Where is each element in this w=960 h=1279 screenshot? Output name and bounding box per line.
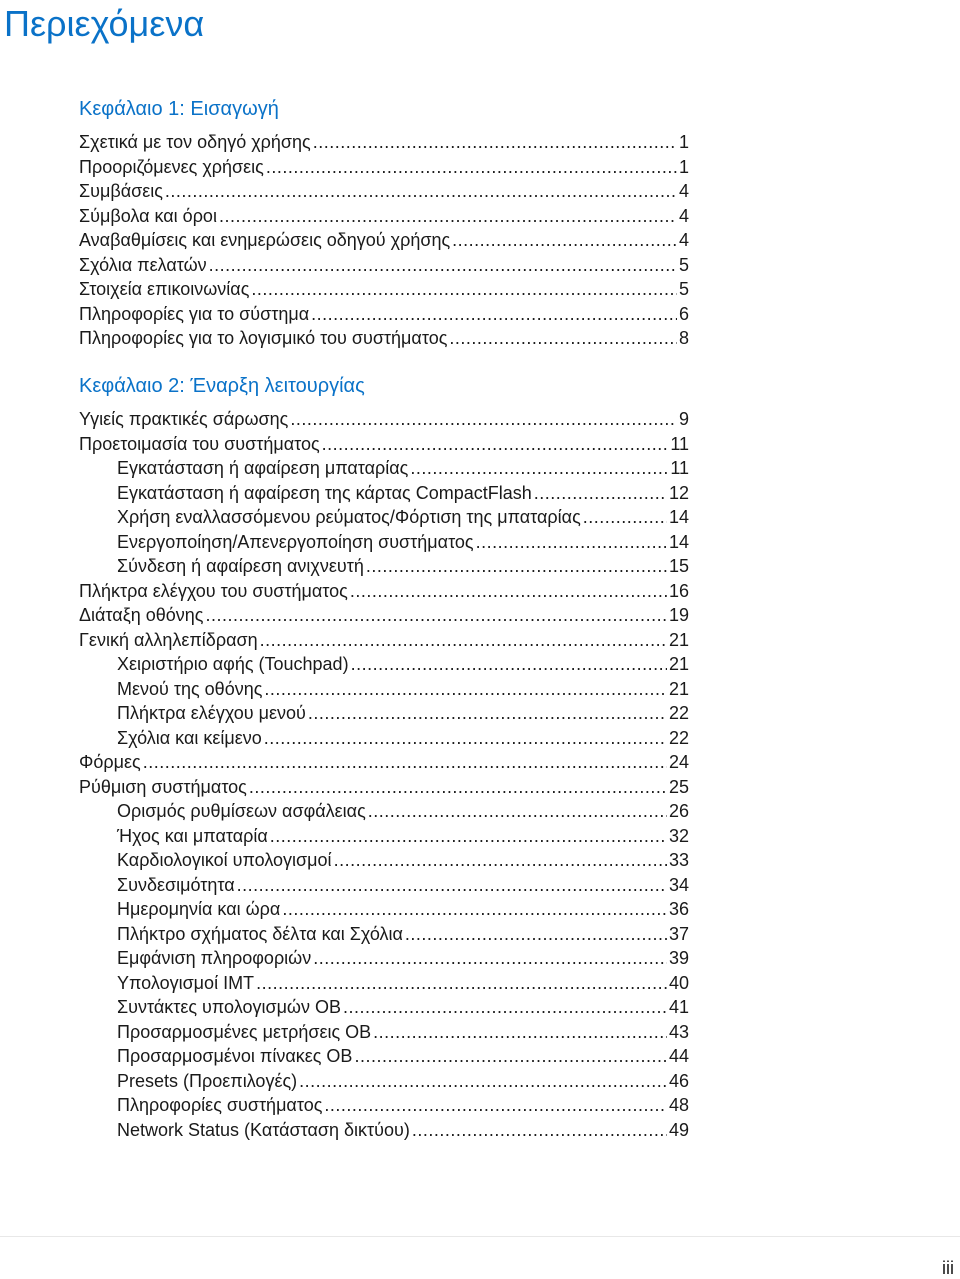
toc-entry[interactable] <box>79 431 689 455</box>
toc-entry-page: 40 <box>668 973 689 993</box>
toc-entry-label: Γενική αλληλεπίδραση <box>79 630 258 650</box>
toc-entry[interactable] <box>79 602 689 626</box>
dot-leader <box>583 506 667 528</box>
toc-entry-label: Πλήκτρο σχήματος δέλτα και Σχόλια <box>117 924 403 944</box>
toc-entry[interactable] <box>79 178 689 202</box>
toc-entry-page: 1 <box>678 157 689 177</box>
toc-entry-label: Μενού της οθόνης <box>117 679 263 699</box>
dot-leader <box>476 531 667 553</box>
dot-leader <box>368 800 667 822</box>
toc-entry-page: 34 <box>668 875 689 895</box>
toc-entry-page: 26 <box>668 801 689 821</box>
toc-entry-page: 12 <box>668 483 689 503</box>
toc-entry[interactable] <box>79 129 689 153</box>
toc-entry-page: 33 <box>668 850 689 870</box>
toc-entry-page: 32 <box>668 826 689 846</box>
toc-entry-label: Σύνδεση ή αφαίρεση ανιχνευτή <box>117 556 364 576</box>
toc-subentry[interactable] <box>117 872 689 896</box>
dot-leader <box>290 408 677 430</box>
toc-entry-page: 48 <box>668 1095 689 1115</box>
toc-entry[interactable] <box>79 774 689 798</box>
toc-entry-page: 37 <box>668 924 689 944</box>
dot-leader <box>260 629 667 651</box>
toc-entry-label: Σχόλια και κείμενο <box>117 728 262 748</box>
toc-entry-label: Ημερομηνία και ώρα <box>117 899 281 919</box>
toc-entry-label: Προετοιμασία του συστήματος <box>79 434 320 454</box>
toc-subentry[interactable] <box>117 455 689 479</box>
toc-subentry[interactable] <box>117 896 689 920</box>
toc-entry-page: 16 <box>668 581 689 601</box>
toc-entry-label: Προσαρμοσμένοι πίνακες OB <box>117 1046 353 1066</box>
toc-entry-label: Πληροφορίες για το λογισμικό του συστήματος <box>79 328 448 348</box>
toc-entry[interactable] <box>79 749 689 773</box>
toc-entry-page: 9 <box>678 409 689 429</box>
dot-leader <box>143 751 667 773</box>
toc-entry-label: Φόρμες <box>79 752 141 772</box>
dot-leader <box>249 776 667 798</box>
dot-leader <box>405 923 667 945</box>
toc-subentry[interactable] <box>117 823 689 847</box>
toc-subentry[interactable] <box>117 1043 689 1067</box>
dot-leader <box>299 1070 667 1092</box>
toc-entry[interactable] <box>79 627 689 651</box>
toc-subentry[interactable] <box>117 676 689 700</box>
toc-entry-label: Ρύθμιση συστήματος <box>79 777 247 797</box>
dot-leader <box>324 1094 667 1116</box>
toc-entry-page: 11 <box>670 458 689 478</box>
toc-entry-page: 25 <box>668 777 689 797</box>
toc-entry-label: Καρδιολογικοί υπολογισμοί <box>117 850 332 870</box>
toc-entry-label: Προοριζόμενες χρήσεις <box>79 157 264 177</box>
chapter-2-heading[interactable]: Κεφάλαιο 2: Έναρξη λειτουργίας <box>79 375 365 397</box>
footer-divider <box>0 1236 960 1237</box>
toc-entry-page: 14 <box>668 532 689 552</box>
dot-leader <box>266 156 677 178</box>
toc-entry-page: 22 <box>668 728 689 748</box>
toc-entry-label: Εμφάνιση πληροφοριών <box>117 948 312 968</box>
toc-subentry[interactable] <box>117 651 689 675</box>
toc-entry-label: Πλήκτρα ελέγχου μενού <box>117 703 306 723</box>
dot-leader <box>343 996 667 1018</box>
dot-leader <box>373 1021 667 1043</box>
dot-leader <box>313 947 667 969</box>
toc-subentry[interactable] <box>117 921 689 945</box>
toc-entry-page: 36 <box>668 899 689 919</box>
toc-entry-page: 1 <box>678 132 689 152</box>
toc-entry-label: Διάταξη οθόνης <box>79 605 204 625</box>
toc-entry-page: 44 <box>668 1046 689 1066</box>
dot-leader <box>165 180 677 202</box>
toc-entry-page: 19 <box>668 605 689 625</box>
dot-leader <box>350 580 667 602</box>
toc-entry[interactable] <box>79 252 689 276</box>
toc-entry-page: 5 <box>678 255 689 275</box>
toc-entry[interactable] <box>79 154 689 178</box>
toc-subentry[interactable] <box>117 553 689 577</box>
toc-entry[interactable] <box>79 276 689 300</box>
toc-entry-page: 11 <box>670 434 689 454</box>
toc-entry-page: 5 <box>678 279 689 299</box>
toc-entry-label: Υγιείς πρακτικές σάρωσης <box>79 409 289 429</box>
dot-leader <box>366 555 667 577</box>
toc-subentry[interactable] <box>117 504 689 528</box>
toc-entry-label: Πληροφορίες συστήματος <box>117 1095 323 1115</box>
page-title: Περιεχόμενα <box>4 3 205 44</box>
toc-entry-label: Συνδεσιμότητα <box>117 875 235 895</box>
toc-entry-label: Πλήκτρα ελέγχου του συστήματος <box>79 581 348 601</box>
toc-entry-page: 8 <box>678 328 689 348</box>
dot-leader <box>270 825 667 847</box>
dot-leader <box>534 482 667 504</box>
toc-subentry[interactable] <box>117 994 689 1018</box>
toc-entry-label: Υπολογισμοί IMT <box>117 973 255 993</box>
toc-subentry[interactable] <box>117 725 689 749</box>
toc-entry-page: 21 <box>668 654 689 674</box>
dot-leader <box>219 205 677 227</box>
toc-entry-page: 46 <box>668 1071 689 1091</box>
toc-entry-label: Χειριστήριο αφής (Touchpad) <box>117 654 349 674</box>
toc-entry-page: 21 <box>668 630 689 650</box>
toc-entry[interactable] <box>79 301 689 325</box>
toc-entry-page: 4 <box>678 181 689 201</box>
toc-entry-label: Συμβάσεις <box>79 181 163 201</box>
toc-entry-label: Αναβαθμίσεις και ενημερώσεις οδηγού χρήσης <box>79 230 451 250</box>
toc-entry-page: 43 <box>668 1022 689 1042</box>
dot-leader <box>251 278 677 300</box>
toc-entry-page: 4 <box>678 206 689 226</box>
dot-leader <box>412 1119 667 1141</box>
toc-entry-page: 21 <box>668 679 689 699</box>
toc-subentry[interactable] <box>117 529 689 553</box>
toc-entry-page: 15 <box>668 556 689 576</box>
dot-leader <box>322 433 669 455</box>
dot-leader <box>449 327 677 349</box>
toc-entry[interactable] <box>79 325 689 349</box>
dot-leader <box>264 678 667 700</box>
dot-leader <box>209 254 677 276</box>
toc-subentry[interactable] <box>117 798 689 822</box>
dot-leader <box>264 727 667 749</box>
toc-entry-page: 24 <box>668 752 689 772</box>
toc-subentry[interactable] <box>117 1092 689 1116</box>
toc-entry-label: Χρήση εναλλασσόμενου ρεύματος/Φόρτιση της μπαταρίας <box>117 507 581 527</box>
dot-leader <box>313 131 677 153</box>
dot-leader <box>205 604 666 626</box>
toc-entry-label: Σχόλια πελατών <box>79 255 207 275</box>
toc-subentry[interactable] <box>117 700 689 724</box>
toc-entry-page: 4 <box>678 230 689 250</box>
dot-leader <box>282 898 667 920</box>
toc-entry[interactable] <box>79 406 689 430</box>
toc-entry-label: Προσαρμοσμένες μετρήσεις OB <box>117 1022 372 1042</box>
toc-subentry[interactable] <box>117 480 689 504</box>
toc-entry-page: 41 <box>668 997 689 1017</box>
dot-leader <box>410 457 668 479</box>
toc-entry-label: Στοιχεία επικοινωνίας <box>79 279 250 299</box>
toc-subentry[interactable] <box>117 1117 689 1141</box>
toc-entry-label: Ήχος και μπαταρία <box>117 826 268 846</box>
toc-entry-page: 14 <box>668 507 689 527</box>
toc-entry-label: Presets (Προεπιλογές) <box>117 1071 298 1091</box>
page-number: iii <box>942 1258 954 1278</box>
toc-entry-label: Σύμβολα και όροι <box>79 206 217 226</box>
toc-entry-label: Εγκατάσταση ή αφαίρεση της κάρτας CompactFlash <box>117 483 532 503</box>
toc-subentry[interactable] <box>117 945 689 969</box>
toc-entry-page: 6 <box>678 304 689 324</box>
dot-leader <box>354 1045 667 1067</box>
dot-leader <box>237 874 667 896</box>
toc-entry-label: Network Status (Κατάσταση δικτύου) <box>117 1120 410 1140</box>
toc-entry-page: 22 <box>668 703 689 723</box>
toc-entry-label: Ενεργοποίηση/Απενεργοποίηση συστήματος <box>117 532 474 552</box>
toc-entry[interactable] <box>79 203 689 227</box>
dot-leader <box>311 303 677 325</box>
dot-leader <box>334 849 667 871</box>
toc-entry[interactable] <box>79 578 689 602</box>
toc-entry-label: Ορισμός ρυθμίσεων ασφάλειας <box>117 801 366 821</box>
toc-entry-label: Πληροφορίες για το σύστημα <box>79 304 310 324</box>
toc-entry-label: Σχετικά με τον οδηγό χρήσης <box>79 132 311 152</box>
toc-subentry[interactable] <box>117 970 689 994</box>
dot-leader <box>452 229 677 251</box>
dot-leader <box>256 972 667 994</box>
toc-entry-page: 39 <box>668 948 689 968</box>
toc-subentry[interactable] <box>117 1068 689 1092</box>
chapter-1-heading[interactable]: Κεφάλαιο 1: Εισαγωγή <box>79 98 279 120</box>
toc-entry-page: 49 <box>668 1120 689 1140</box>
toc-subentry[interactable] <box>117 1019 689 1043</box>
toc-entry-label: Εγκατάσταση ή αφαίρεση μπαταρίας <box>117 458 409 478</box>
toc-entry[interactable] <box>79 227 689 251</box>
toc-subentry[interactable] <box>117 847 689 871</box>
toc-entry-label: Συντάκτες υπολογισμών OB <box>117 997 341 1017</box>
dot-leader <box>351 653 667 675</box>
dot-leader <box>308 702 667 724</box>
